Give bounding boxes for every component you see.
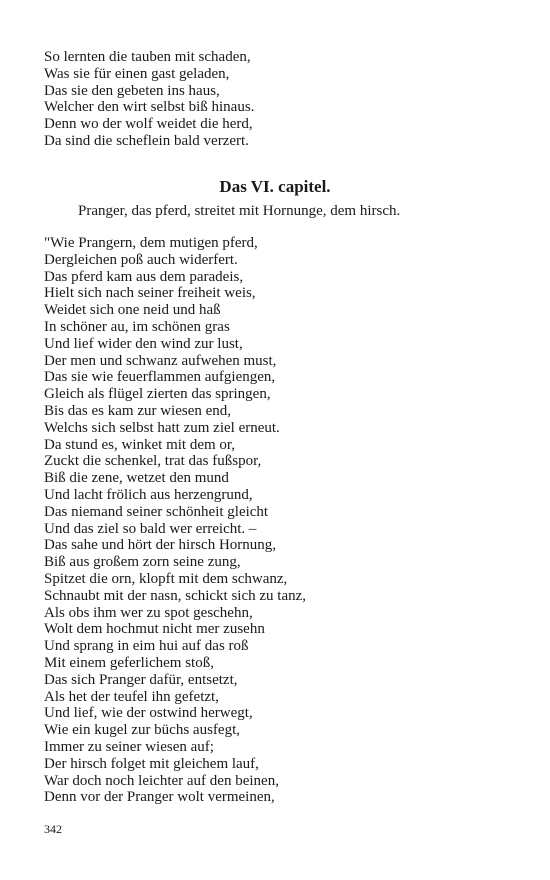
- verse-line: Bis das es kam zur wiesen end,: [44, 402, 232, 419]
- verse-line: Da stund es, winket mit dem or,: [44, 436, 236, 453]
- verse-line: Der men und schwanz aufwehen must,: [44, 352, 277, 369]
- verse-line: Gleich als flügel zierten das springen,: [44, 386, 271, 403]
- verse-line: Und lief wider den wind zur lust,: [44, 335, 243, 352]
- verse-line: Und lief, wie der ostwind herwegt,: [44, 705, 253, 722]
- verse-line: Wie ein kugel zur büchs ausfegt,: [44, 722, 240, 739]
- chapter-summary: Pranger, das pferd, streitet mit Hornunge, dem hirsch.: [78, 203, 401, 219]
- verse-line: War doch noch leichter auf den beinen,: [44, 772, 279, 789]
- verse-line: Als het der teufel ihn gefetzt,: [44, 688, 219, 705]
- verse-line: Wolt dem hochmut nicht mer zusehn: [44, 621, 265, 638]
- verse-line: In schöner au, im schönen gras: [44, 318, 230, 335]
- verse-line: Der hirsch folget mit gleichem lauf,: [44, 755, 259, 772]
- poem-stanza-top: [44, 49, 254, 150]
- verse-line: Denn vor der Pranger wolt vermeinen,: [44, 789, 275, 806]
- verse-line: Und lacht frölich aus herzengrund,: [44, 486, 253, 503]
- verse-line: Welchs sich selbst hatt zum ziel erneut.: [44, 419, 280, 436]
- verse-line: Das sahe und hört der hirsch Hornung,: [44, 537, 277, 554]
- verse-line: Zuckt die schenkel, trat das fußspor,: [44, 453, 262, 470]
- verse-line: Und sprang in eim hui auf das roß: [44, 638, 249, 655]
- verse-line: Das niemand seiner schönheit gleicht: [44, 503, 269, 520]
- verse-line: Das sie wie feuerflammen aufgiengen,: [44, 369, 276, 386]
- verse-line: Hielt sich nach seiner freiheit weis,: [44, 285, 256, 302]
- verse-line: Dergleichen poß auch widerfert.: [44, 251, 238, 268]
- chapter-title: Das VI. capitel.: [219, 177, 331, 196]
- page-number: 342: [44, 822, 62, 836]
- verse-line: Spitzet die orn, klopft mit dem schwanz,: [44, 570, 288, 587]
- verse-line: Mit einem geferlichem stoß,: [44, 654, 214, 671]
- verse-line: Biß die zene, wetzet den mund: [44, 470, 229, 487]
- verse-line: Was sie für einen gast geladen,: [44, 65, 230, 82]
- poem-stanza-main: [44, 235, 306, 806]
- verse-line: So lernten die tauben mit schaden,: [44, 49, 251, 65]
- verse-line: Welcher den wirt selbst biß hinaus.: [44, 99, 255, 116]
- verse-line: Schnaubt mit der nasn, schickt sich zu tanz,: [44, 587, 307, 604]
- verse-line: Denn wo der wolf weidet die herd,: [44, 116, 253, 133]
- verse-line: Als obs ihm wer zu spot geschehn,: [44, 604, 253, 621]
- verse-line: Das sich Pranger dafür, entsetzt,: [44, 671, 238, 688]
- verse-line: Biß aus großem zorn seine zung,: [44, 554, 241, 571]
- verse-line: Das pferd kam aus dem paradeis,: [44, 268, 244, 285]
- verse-line: Da sind die scheflein bald verzert.: [44, 132, 249, 149]
- verse-line: Und das ziel so bald wer erreicht. –: [44, 520, 257, 537]
- verse-line: Weidet sich one neid und haß: [44, 302, 221, 319]
- verse-line: Immer zu seiner wiesen auf;: [44, 738, 214, 755]
- verse-line: Das sie den gebeten ins haus,: [44, 82, 220, 99]
- verse-line: "Wie Prangern, dem mutigen pferd,: [44, 235, 258, 251]
